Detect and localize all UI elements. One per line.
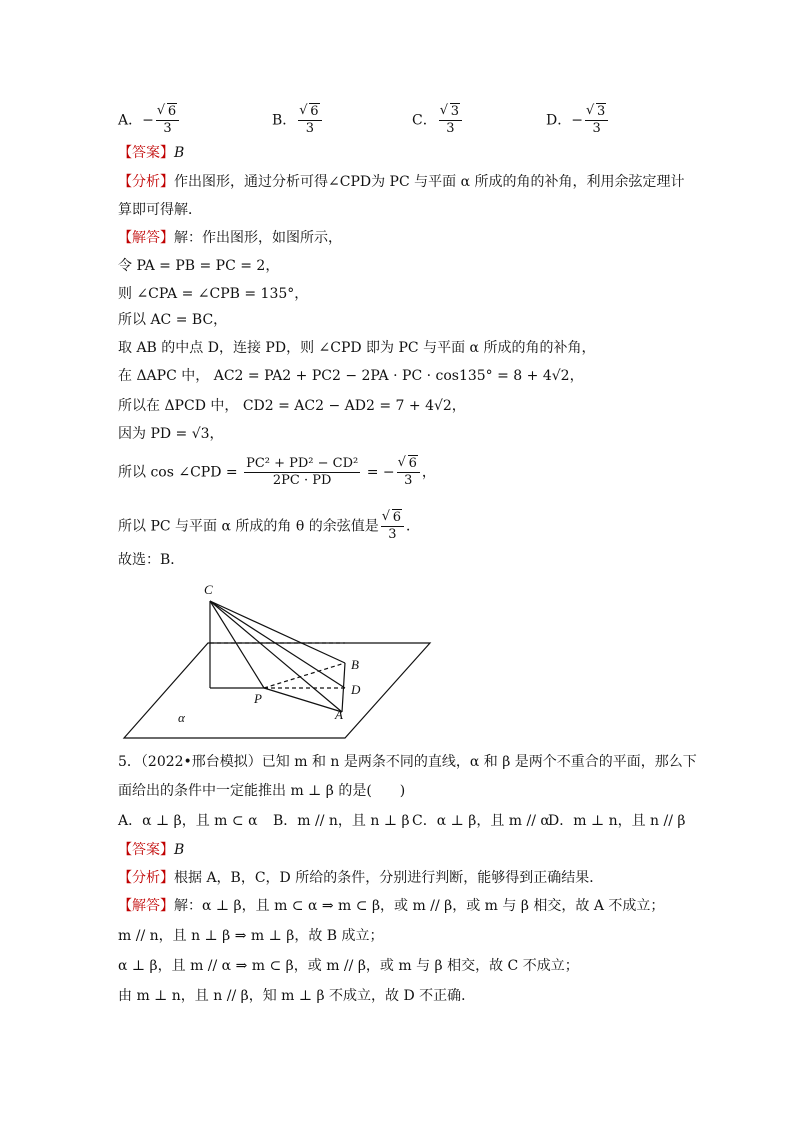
comma: ， — [421, 464, 436, 481]
q4-option-c — [412, 104, 464, 137]
edge-CD — [210, 601, 345, 688]
hidden-PB — [264, 663, 345, 688]
q4-choose-line: 故选：B． — [118, 552, 185, 568]
cos-fraction — [244, 456, 360, 489]
cos-numerator: PC² + PD² − CD² — [246, 456, 359, 471]
option-sign: − — [571, 112, 583, 129]
option-letter: A． — [118, 112, 143, 129]
option-radicand: 3 — [596, 104, 606, 119]
q4-solution-line-10 — [118, 510, 420, 543]
q4-solution-line-7: 所以在 ΔPCD 中， CD2 = AC2 − AD2 = 7 + 4√2， — [118, 398, 466, 414]
analysis-tag: 【分析】 — [118, 174, 174, 190]
q5-solution-line-4: 由 m ⊥ n，且 n // β，知 m ⊥ β 不成立，故 D 不正确． — [118, 988, 476, 1004]
label-C: C — [204, 582, 213, 597]
result-fraction — [397, 456, 420, 489]
plane-alpha — [124, 643, 430, 738]
solution-tag: 【解答】 — [118, 898, 174, 914]
q4-solution-line-9 — [118, 456, 436, 489]
label-P: P — [254, 691, 262, 706]
answer-value: B — [174, 842, 185, 858]
q5-option-c: C．α ⊥ β，且 m // α — [412, 813, 550, 829]
option-sign: − — [142, 112, 154, 129]
option-fraction — [585, 104, 608, 137]
q4-answer-line — [118, 143, 184, 163]
q5-solution-line-3: α ⊥ β，且 m // α ⇒ m ⊂ β，或 m // β，或 m 与 β 相交，故 C 不成立； — [118, 958, 579, 974]
analysis-text: 根据 A，B，C，D 所给的条件，分别进行判断，能够得到正确结果． — [174, 870, 604, 886]
option-radicand: 3 — [450, 104, 459, 119]
q5-option-a: A．α ⊥ β，且 m ⊂ α — [118, 813, 258, 829]
q5-stem-1: 5．（2022•邢台模拟）已知 m 和 n 是两条不同的直线，α 和 β 是两个不重合的平面，那么下 — [118, 754, 697, 770]
q5-option-d: D．m ⊥ n，且 n // β — [548, 813, 686, 829]
q5-solution-line-2: m // n，且 n ⊥ β ⇒ m ⊥ β，故 B 成立； — [118, 928, 384, 944]
q4-analysis-line-1 — [118, 172, 684, 192]
answer-tag: 【答案】 — [118, 842, 174, 858]
result-radicand: 6 — [408, 456, 417, 471]
option-letter: C． — [412, 112, 437, 129]
conclusion-fraction — [381, 510, 404, 543]
edge-PA — [264, 688, 342, 712]
result-denominator: 3 — [404, 473, 413, 488]
solution-text: 解：作出图形，如图所示， — [174, 230, 342, 246]
label-D: D — [351, 682, 361, 697]
edge-BA — [342, 663, 345, 712]
q5-analysis-line — [118, 868, 603, 888]
q5-option-b: B．m // n，且 n ⊥ β — [273, 813, 410, 829]
option-radicand: 6 — [310, 104, 319, 119]
period: ． — [406, 518, 420, 535]
option-fraction — [439, 104, 462, 137]
option-denominator: 3 — [446, 121, 455, 136]
q5-stem-2: 面给出的条件中一定能推出 m ⊥ β 的是( ) — [118, 783, 406, 799]
solution-tag: 【解答】 — [118, 230, 174, 246]
minus-sign: − — [382, 464, 395, 481]
cos-denominator: 2PC · PD — [272, 473, 332, 488]
edge-CB — [210, 601, 345, 663]
q5-solution-line-1 — [118, 896, 664, 916]
q4-analysis-line-2: 算即可得解． — [118, 202, 202, 218]
cosine-conclusion: 所以 PC 与平面 α 所成的角 θ 的余弦值是 — [118, 518, 379, 535]
cos-label: 所以 cos ∠CPD = — [118, 464, 238, 481]
q5-answer-line — [118, 840, 184, 860]
label-B: B — [351, 657, 359, 672]
option-radicand: 6 — [167, 104, 177, 119]
q4-solution-line-5: 取 AB 的中点 D，连接 PD，则 ∠CPD 即为 PC 与平面 α 所成的角的补角， — [118, 340, 596, 356]
option-denominator: 3 — [163, 121, 172, 136]
edge-CP — [210, 601, 264, 688]
solution-text: 解：α ⊥ β，且 m ⊂ α ⇒ m ⊂ β，或 m // β，或 m 与 β 相交，故 A 不成立； — [174, 898, 665, 914]
conclusion-denominator: 3 — [388, 527, 397, 542]
answer-value: B — [174, 145, 185, 161]
q4-solution-line-4: 所以 AC = BC， — [118, 312, 228, 328]
option-letter: D． — [546, 112, 572, 129]
q4-option-d — [546, 104, 610, 137]
q4-solution-line-3: 则 ∠CPA = ∠CPB = 135°， — [118, 286, 309, 302]
answer-tag: 【答案】 — [118, 145, 174, 161]
analysis-tag: 【分析】 — [118, 870, 174, 886]
option-fraction — [156, 104, 179, 137]
option-fraction — [298, 104, 321, 137]
analysis-text: 作出图形，通过分析可得∠CPD为 PC 与平面 α 所成的角的补角，利用余弦定理计 — [174, 174, 685, 190]
q4-solution-line-8: 因为 PD = √3， — [118, 426, 224, 442]
q4-solution-line-2: 令 PA = PB = PC = 2， — [118, 258, 280, 274]
q4-option-a — [118, 104, 181, 137]
equals-sign: = — [366, 464, 379, 481]
q4-option-b — [272, 104, 324, 137]
edge-CA2 — [210, 601, 342, 712]
q4-solution-line-1 — [118, 228, 342, 248]
option-letter: B． — [272, 112, 297, 129]
option-denominator: 3 — [592, 121, 601, 136]
label-A: A — [335, 707, 343, 722]
q4-solution-line-6: 在 ΔAPC 中， AC2 = PA2 + PC2 − 2PA · PC · cos135° = 8 + 4√2， — [118, 368, 584, 384]
option-denominator: 3 — [305, 121, 315, 136]
label-alpha: α — [178, 710, 185, 725]
conclusion-radicand: 6 — [392, 510, 401, 525]
